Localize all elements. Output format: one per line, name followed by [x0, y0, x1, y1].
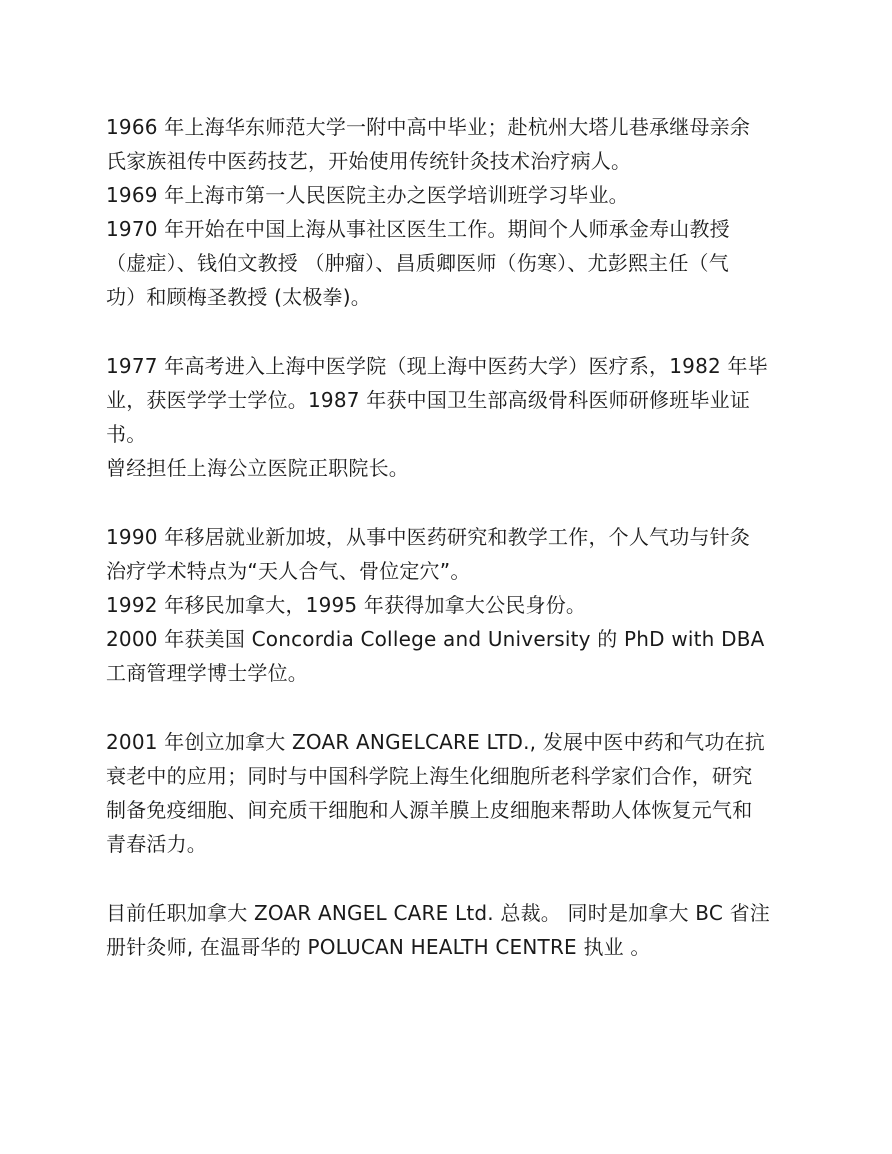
- text-line: 1977 年高考进入上海中医学院（现上海中医药大学）医疗系，1982 年毕: [106, 354, 768, 378]
- text-line: 工商管理学博士学位。: [106, 661, 308, 685]
- paragraph: [106, 896, 786, 964]
- text-line: 1992 年移民加拿大，1995 年获得加拿大公民身份。: [106, 593, 587, 617]
- text-line: 2001 年创立加拿大 ZOAR ANGELCARE LTD., 发展中医中药和气功在抗: [106, 730, 765, 754]
- paragraph: [106, 349, 786, 485]
- text-line: 治疗学术特点为“天人合气、骨位定穴”。: [106, 559, 471, 583]
- text-line: 目前任职加拿大 ZOAR ANGEL CARE Ltd. 总裁。 同时是加拿大 BC 省注: [106, 901, 770, 925]
- paragraph-gap: [106, 314, 786, 349]
- text-line: 书。: [106, 422, 147, 446]
- document-body: [106, 110, 786, 964]
- text-line: 1970 年开始在中国上海从事社区医生工作。期间个人师承金寿山教授: [106, 217, 730, 241]
- paragraph-gap: [106, 861, 786, 896]
- text-line: 曾经担任上海公立医院正职院长。: [106, 456, 409, 480]
- text-line: 氏家族祖传中医药技艺，开始使用传统针灸技术治疗病人。: [106, 149, 632, 173]
- text-line: 册针灸师, 在温哥华的 POLUCAN HEALTH CENTRE 执业 。: [106, 935, 651, 959]
- text-line: 青春活力。: [106, 832, 207, 856]
- text-line: 1990 年移居就业新加坡，从事中医药研究和教学工作，个人气功与针灸: [106, 525, 751, 549]
- text-line: 衰老中的应用；同时与中国科学院上海生化细胞所老科学家们合作，研究: [106, 764, 753, 788]
- paragraph-gap: [106, 690, 786, 725]
- text-line: 业，获医学学士学位。1987 年获中国卫生部高级骨科医师研修班毕业证: [106, 388, 751, 412]
- text-line: 1966 年上海华东师范大学一附中高中毕业；赴杭州大塔儿巷承继母亲余: [106, 115, 751, 139]
- text-line: 1969 年上海市第一人民医院主办之医学培训班学习毕业。: [106, 183, 629, 207]
- paragraph: [106, 110, 786, 314]
- paragraph: [106, 725, 786, 861]
- paragraph: [106, 520, 786, 690]
- text-line: （虚症）、钱伯文教授 （肿瘤）、昌质卿医师（伤寒）、尤彭熙主任（气: [106, 251, 729, 275]
- text-line: 制备免疫细胞、间充质干细胞和人源羊膜上皮细胞来帮助人体恢复元气和: [106, 798, 753, 822]
- paragraph-gap: [106, 485, 786, 520]
- text-line: 功）和顾梅圣教授 (太极拳)。: [106, 285, 371, 309]
- text-line: 2000 年获美国 Concordia College and University 的 PhD with DBA: [106, 627, 765, 651]
